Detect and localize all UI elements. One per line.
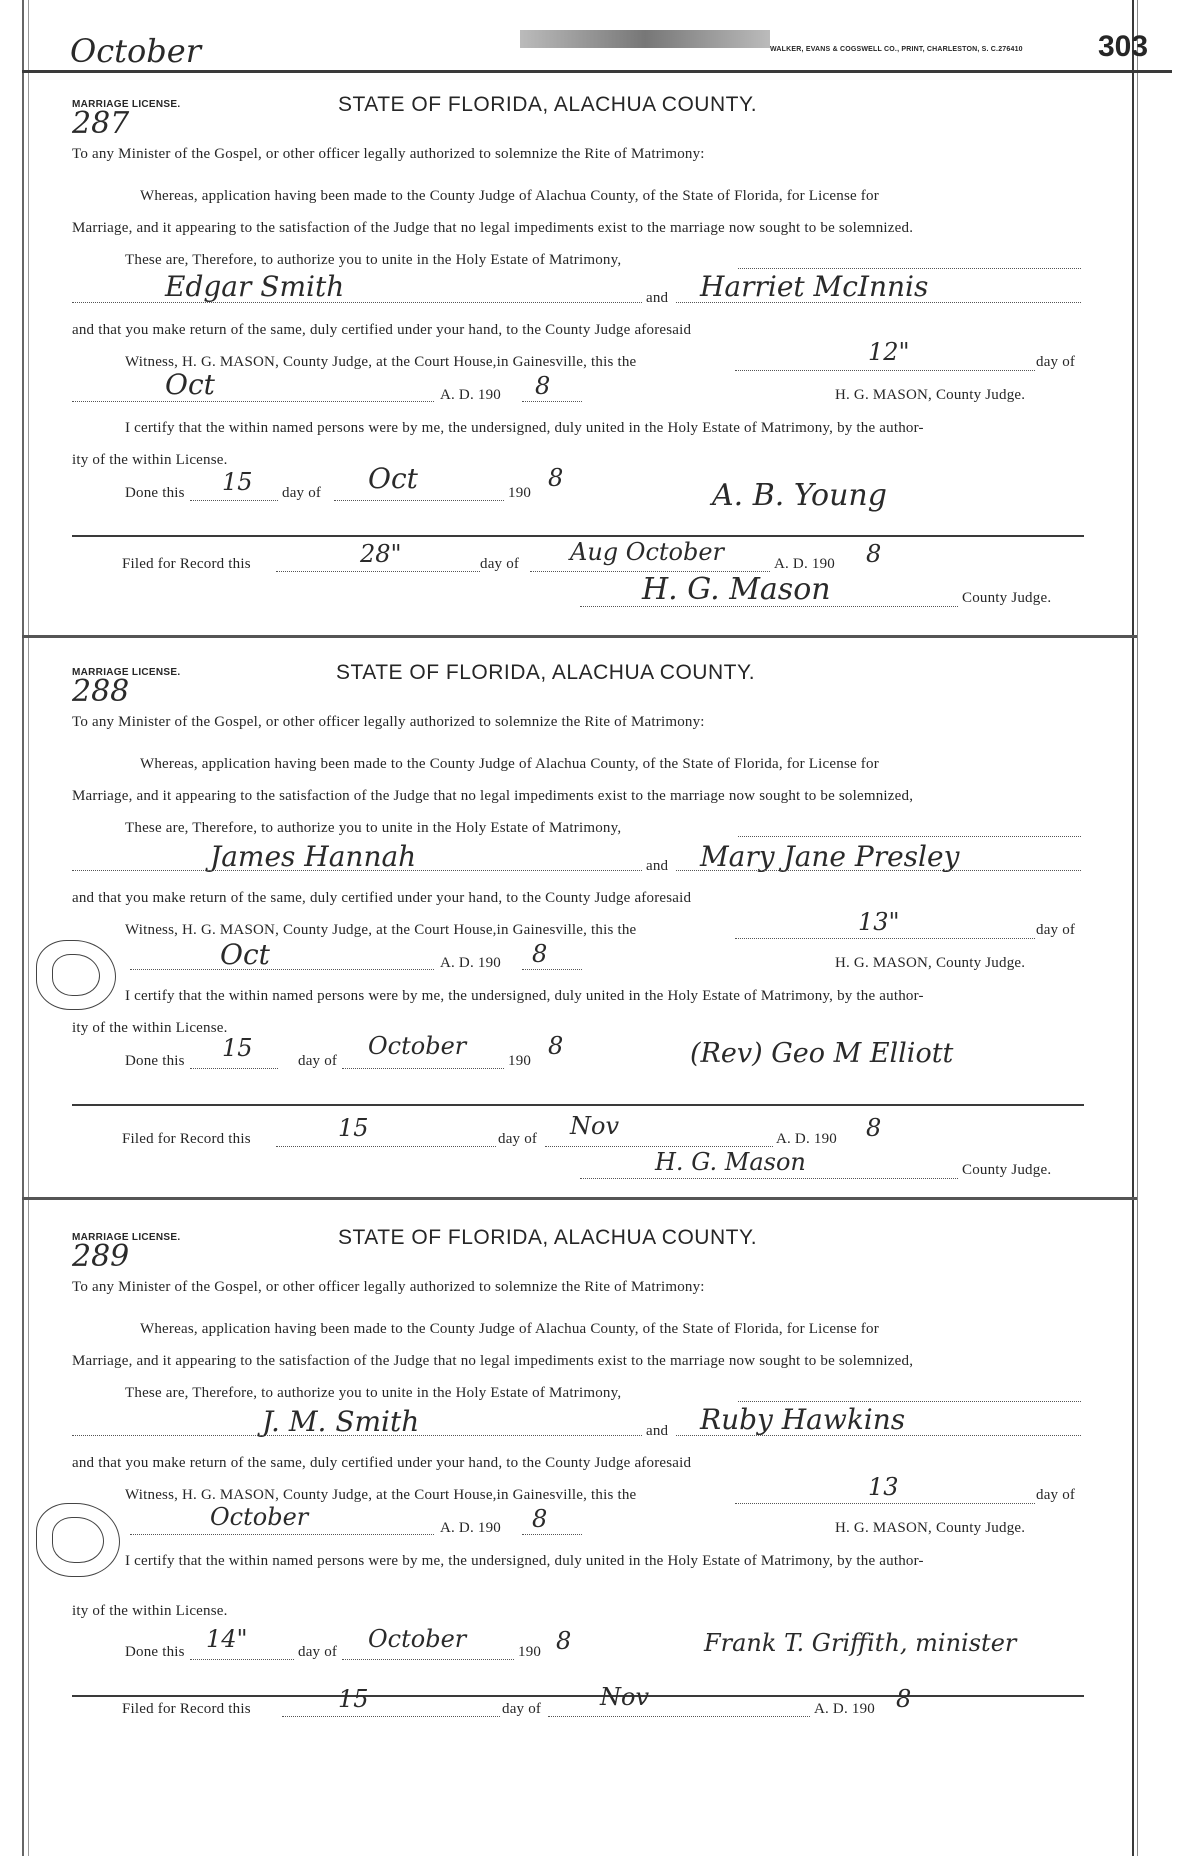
left-margin-rule: [22, 0, 24, 1856]
filed-line: Filed for Record this: [122, 1701, 251, 1717]
county-judge: County Judge.: [962, 1162, 1052, 1178]
right-margin-rule-2: [1137, 0, 1138, 1856]
bride-name: Mary Jane Presley: [700, 840, 960, 873]
day-of: day of: [1036, 1487, 1076, 1503]
license-label: MARRIAGE LICENSE.: [72, 1232, 181, 1243]
certify-line-2: ity of the within License.: [72, 1020, 228, 1036]
filed-day: 28": [360, 540, 402, 568]
whereas-line-2: Marriage, and it appearing to the satisfaction of the Judge that no legal impediments exist to the marriage now sought to be solemnized,: [72, 1353, 914, 1369]
done-this: Done this: [125, 1644, 185, 1660]
header-dark-band: [520, 30, 770, 48]
state-title: STATE OF FLORIDA, ALACHUA COUNTY.: [338, 93, 758, 116]
header-rule: [22, 70, 1172, 73]
address-line: To any Minister of the Gospel, or other officer legally authorized to solemnize the Rite of Matrimony:: [72, 714, 705, 730]
license-label: MARRIAGE LICENSE.: [72, 667, 181, 678]
filed-year: 8: [866, 540, 882, 568]
return-line: and that you make return of the same, duly certified under your hand, to the County Judge aforesaid: [72, 322, 692, 338]
margin-stamp-scroll-inner: [52, 954, 100, 996]
filed-month: Nov: [600, 1683, 650, 1711]
license-number: 289: [72, 1239, 130, 1274]
done-month: Oct: [368, 462, 418, 495]
filed-month-leader: [545, 1146, 773, 1147]
day-of: day of: [1036, 922, 1076, 938]
header-month: October: [70, 32, 201, 70]
groom-name: Edgar Smith: [165, 270, 345, 303]
therefore-line: These are, Therefore, to authorize you to unite in the Holy Estate of Matrimony,: [125, 1385, 622, 1401]
witness-line: Witness, H. G. MASON, County Judge, at the Court House,in Gainesville, this the: [125, 922, 637, 938]
certify-line-1: I certify that the within named persons were by me, the undersigned, duly united in the Holy Estate of Matrimony, by the author-: [125, 988, 924, 1004]
certify-line-1: I certify that the within named persons were by me, the undersigned, duly united in the Holy Estate of Matrimony, by the author-: [125, 420, 924, 436]
judge-name: H. G. MASON, County Judge.: [835, 955, 1026, 971]
groom-leader: [72, 302, 642, 303]
done-this: Done this: [125, 1053, 185, 1069]
whereas-line-1: Whereas, application having been made to the County Judge of Alachua County, of the State of Florida, for License for: [140, 756, 879, 772]
return-line: and that you make return of the same, duly certified under your hand, to the County Judge aforesaid: [72, 1455, 692, 1471]
ad-label: A. D. 190: [440, 1520, 501, 1536]
filed-ad: A. D. 190: [776, 1131, 837, 1147]
license-number: 287: [72, 106, 130, 141]
filed-day-of: day of: [498, 1131, 538, 1147]
issue-year-leader: [522, 401, 582, 402]
done-month-leader: [334, 500, 504, 501]
therefore-leader: [738, 1401, 1081, 1402]
filed-line: Filed for Record this: [122, 556, 251, 572]
filed-rule: [72, 535, 1084, 537]
bride-leader: [676, 870, 1081, 871]
filed-year: 8: [866, 1114, 882, 1142]
printer-imprint: WALKER, EVANS & COGSWELL CO., PRINT, CHARLESTON, S. C.276410: [770, 46, 1023, 53]
bride-name: Harriet McInnis: [700, 270, 929, 303]
filed-month: Nov: [570, 1112, 620, 1140]
license-number: 288: [72, 674, 130, 709]
return-line: and that you make return of the same, duly certified under your hand, to the County Judge aforesaid: [72, 890, 692, 906]
filed-ad: A. D. 190: [774, 556, 835, 572]
done-190: 190: [508, 485, 532, 501]
state-title: STATE OF FLORIDA, ALACHUA COUNTY.: [336, 661, 756, 684]
whereas-line-2: Marriage, and it appearing to the satisfaction of the Judge that no legal impediments exist to the marriage now sought to be solemnized,: [72, 788, 914, 804]
issue-month: Oct: [165, 368, 215, 401]
filed-year: 8: [896, 1685, 912, 1713]
filed-line: Filed for Record this: [122, 1131, 251, 1147]
officiant-signature: (Rev) Geo M Elliott: [690, 1038, 954, 1069]
whereas-line-2: Marriage, and it appearing to the satisfaction of the Judge that no legal impediments exist to the marriage now sought to be solemnized.: [72, 220, 914, 236]
done-190: 190: [508, 1053, 532, 1069]
whereas-line-1: Whereas, application having been made to the County Judge of Alachua County, of the State of Florida, for License for: [140, 1321, 879, 1337]
therefore-line: These are, Therefore, to authorize you to unite in the Holy Estate of Matrimony,: [125, 820, 622, 836]
issue-month-leader: [72, 401, 434, 402]
witness-leader: [735, 938, 1035, 939]
done-day-leader: [190, 500, 278, 501]
ad-label: A. D. 190: [440, 955, 501, 971]
done-month-leader: [342, 1068, 504, 1069]
done-year: 8: [556, 1627, 572, 1655]
filed-day: 15: [338, 1114, 369, 1142]
issue-month: Oct: [220, 938, 270, 971]
bride-name: Ruby Hawkins: [700, 1403, 906, 1436]
done-month: October: [368, 1625, 467, 1653]
done-day-of: day of: [298, 1053, 338, 1069]
issue-year-leader: [522, 1534, 582, 1535]
address-line: To any Minister of the Gospel, or other officer legally authorized to solemnize the Rite of Matrimony:: [72, 1279, 705, 1295]
certify-line-1: I certify that the within named persons were by me, the undersigned, duly united in the Holy Estate of Matrimony, by the author-: [125, 1553, 924, 1569]
license-label: MARRIAGE LICENSE.: [72, 99, 181, 110]
issue-month: October: [210, 1503, 309, 1531]
done-day: 15: [222, 468, 253, 496]
officiant-signature: A. B. Young: [712, 478, 887, 513]
done-this: Done this: [125, 485, 185, 501]
done-190: 190: [518, 1644, 542, 1660]
and-word: and: [646, 858, 669, 874]
witness-line: Witness, H. G. MASON, County Judge, at the Court House,in Gainesville, this the: [125, 354, 637, 370]
filed-day-of: day of: [480, 556, 520, 572]
bride-leader: [676, 302, 1081, 303]
judge-name: H. G. MASON, County Judge.: [835, 1520, 1026, 1536]
done-month: October: [368, 1032, 467, 1060]
clerk-signature: H. G. Mason: [642, 572, 831, 607]
certify-line-2: ity of the within License.: [72, 452, 228, 468]
day-of: day of: [1036, 354, 1076, 370]
filed-rule: [72, 1104, 1084, 1106]
groom-name: James Hannah: [210, 840, 417, 873]
filed-day-leader: [276, 1146, 496, 1147]
groom-name: J. M. Smith: [262, 1405, 420, 1438]
witness-line: Witness, H. G. MASON, County Judge, at the Court House,in Gainesville, this the: [125, 1487, 637, 1503]
therefore-leader: [738, 268, 1081, 269]
done-day: 15: [222, 1034, 253, 1062]
witness-leader: [735, 1503, 1035, 1504]
issue-day: 13": [858, 908, 900, 936]
issue-year-leader: [522, 969, 582, 970]
done-year: 8: [548, 1032, 564, 1060]
state-title: STATE OF FLORIDA, ALACHUA COUNTY.: [338, 1226, 758, 1249]
groom-leader: [72, 1435, 642, 1436]
filed-day: 15: [338, 1685, 369, 1713]
certify-line-2: ity of the within License.: [72, 1603, 228, 1619]
filed-day-leader: [282, 1716, 500, 1717]
whereas-line-1: Whereas, application having been made to the County Judge of Alachua County, of the State of Florida, for License for: [140, 188, 879, 204]
filed-rule: [72, 1695, 1084, 1697]
issue-day: 12": [868, 338, 910, 366]
filed-day-leader: [276, 571, 480, 572]
left-margin-rule-2: [28, 0, 29, 1856]
therefore-leader: [738, 836, 1081, 837]
done-year: 8: [548, 464, 564, 492]
issue-year: 8: [532, 940, 548, 968]
margin-stamp-scroll-inner: [52, 1517, 104, 1563]
and-word: and: [646, 1423, 669, 1439]
done-day-of: day of: [298, 1644, 338, 1660]
and-word: and: [646, 290, 669, 306]
judge-name: H. G. MASON, County Judge.: [835, 387, 1026, 403]
done-day-leader: [190, 1659, 294, 1660]
officiant-signature: Frank T. Griffith, minister: [704, 1629, 1017, 1657]
issue-year: 8: [535, 372, 551, 400]
filed-ad: A. D. 190: [814, 1701, 875, 1717]
issue-year: 8: [532, 1505, 548, 1533]
issue-day: 13: [868, 1473, 899, 1501]
done-day-of: day of: [282, 485, 322, 501]
done-day-leader: [190, 1068, 278, 1069]
address-line: To any Minister of the Gospel, or other officer legally authorized to solemnize the Rite of Matrimony:: [72, 146, 705, 162]
page-number: 303: [1098, 30, 1149, 63]
therefore-line: These are, Therefore, to authorize you to unite in the Holy Estate of Matrimony,: [125, 252, 622, 268]
witness-leader: [735, 370, 1035, 371]
section-divider-1: [22, 635, 1137, 638]
clerk-leader: [580, 1178, 958, 1179]
done-month-leader: [342, 1659, 514, 1660]
section-divider-2: [22, 1197, 1137, 1200]
right-margin-rule: [1132, 0, 1134, 1856]
done-day: 14": [206, 1625, 248, 1653]
clerk-signature: H. G. Mason: [655, 1148, 806, 1176]
groom-leader: [72, 870, 642, 871]
issue-month-leader: [130, 1534, 434, 1535]
filed-day-of: day of: [502, 1701, 542, 1717]
issue-month-leader: [130, 969, 434, 970]
filed-month-leader: [548, 1716, 810, 1717]
ad-label: A. D. 190: [440, 387, 501, 403]
filed-month: Aug October: [570, 538, 725, 566]
county-judge: County Judge.: [962, 590, 1052, 606]
clerk-leader: [580, 606, 958, 607]
bride-leader: [676, 1435, 1081, 1436]
